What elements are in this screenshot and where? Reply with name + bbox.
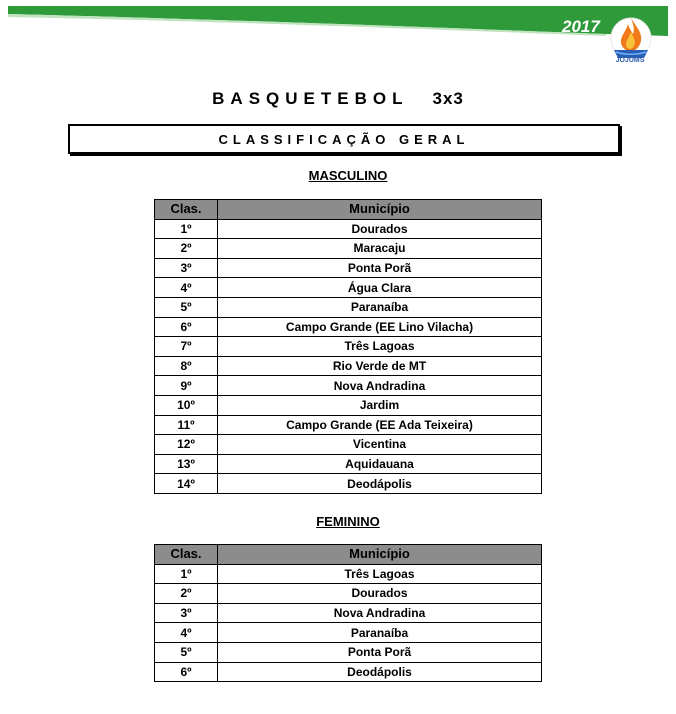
format-title: 3x3 <box>432 89 464 108</box>
year-label: 2017 <box>562 17 600 36</box>
municipality-cell: Aquidauana <box>218 454 542 474</box>
position-cell: 1º <box>155 564 218 584</box>
municipality-cell: Nova Andradina <box>218 603 542 623</box>
feminino-table <box>154 544 542 682</box>
sport-title: BASQUETEBOL <box>212 89 409 108</box>
position-cell: 9º <box>155 376 218 396</box>
feminino-section-title: FEMININO <box>316 514 380 529</box>
table-row <box>155 623 542 643</box>
position-cell: 3º <box>155 603 218 623</box>
table-row <box>155 584 542 604</box>
position-cell: 3º <box>155 258 218 278</box>
position-cell: 10º <box>155 395 218 415</box>
table-row <box>155 435 542 455</box>
position-cell: 14º <box>155 474 218 494</box>
municipality-cell: Campo Grande (EE Lino Vilacha) <box>218 317 542 337</box>
column-header-municipality: Município <box>218 545 542 565</box>
municipality-cell: Três Lagoas <box>218 337 542 357</box>
table-row <box>155 564 542 584</box>
column-header-position: Clas. <box>155 545 218 565</box>
column-header-municipality: Município <box>218 200 542 220</box>
municipality-cell: Jardim <box>218 395 542 415</box>
position-cell: 12º <box>155 435 218 455</box>
municipality-cell: Maracaju <box>218 239 542 259</box>
municipality-cell: Dourados <box>218 584 542 604</box>
page-title <box>0 89 676 109</box>
position-cell: 4º <box>155 623 218 643</box>
municipality-cell: Água Clara <box>218 278 542 298</box>
table-row <box>155 337 542 357</box>
municipality-cell: Nova Andradina <box>218 376 542 396</box>
table-row <box>155 642 542 662</box>
position-cell: 13º <box>155 454 218 474</box>
table-row <box>155 415 542 435</box>
table-row <box>155 474 542 494</box>
position-cell: 6º <box>155 662 218 682</box>
position-cell: 6º <box>155 317 218 337</box>
position-cell: 11º <box>155 415 218 435</box>
position-cell: 8º <box>155 356 218 376</box>
table-row <box>155 454 542 474</box>
position-cell: 5º <box>155 642 218 662</box>
position-cell: 5º <box>155 297 218 317</box>
position-cell: 2º <box>155 239 218 259</box>
table-row <box>155 662 542 682</box>
table-row <box>155 219 542 239</box>
municipality-cell: Vicentina <box>218 435 542 455</box>
municipality-cell: Dourados <box>218 219 542 239</box>
municipality-cell: Campo Grande (EE Ada Teixeira) <box>218 415 542 435</box>
position-cell: 4º <box>155 278 218 298</box>
table-row <box>155 278 542 298</box>
logo-text: JOJUMS <box>615 57 645 64</box>
table-row <box>155 603 542 623</box>
municipality-cell: Paranaíba <box>218 623 542 643</box>
municipality-cell: Ponta Porã <box>218 258 542 278</box>
municipality-cell: Deodápolis <box>218 662 542 682</box>
position-cell: 1º <box>155 219 218 239</box>
municipality-cell: Deodápolis <box>218 474 542 494</box>
masculino-section-title: MASCULINO <box>308 168 388 183</box>
position-cell: 7º <box>155 337 218 357</box>
table-header-row <box>155 545 542 565</box>
column-header-position: Clas. <box>155 200 218 220</box>
table-row <box>155 317 542 337</box>
subtitle-text: CLASSIFICAÇÃO GERAL <box>218 131 470 147</box>
municipality-cell: Ponta Porã <box>218 642 542 662</box>
table-row <box>155 376 542 396</box>
masculino-table <box>154 199 542 494</box>
header-banner <box>0 0 676 80</box>
table-row <box>155 258 542 278</box>
municipality-cell: Três Lagoas <box>218 564 542 584</box>
table-row <box>155 297 542 317</box>
municipality-cell: Rio Verde de MT <box>218 356 542 376</box>
subtitle-box <box>68 124 620 154</box>
table-row <box>155 356 542 376</box>
position-cell: 2º <box>155 584 218 604</box>
table-row <box>155 395 542 415</box>
municipality-cell: Paranaíba <box>218 297 542 317</box>
table-header-row <box>155 200 542 220</box>
table-row <box>155 239 542 259</box>
